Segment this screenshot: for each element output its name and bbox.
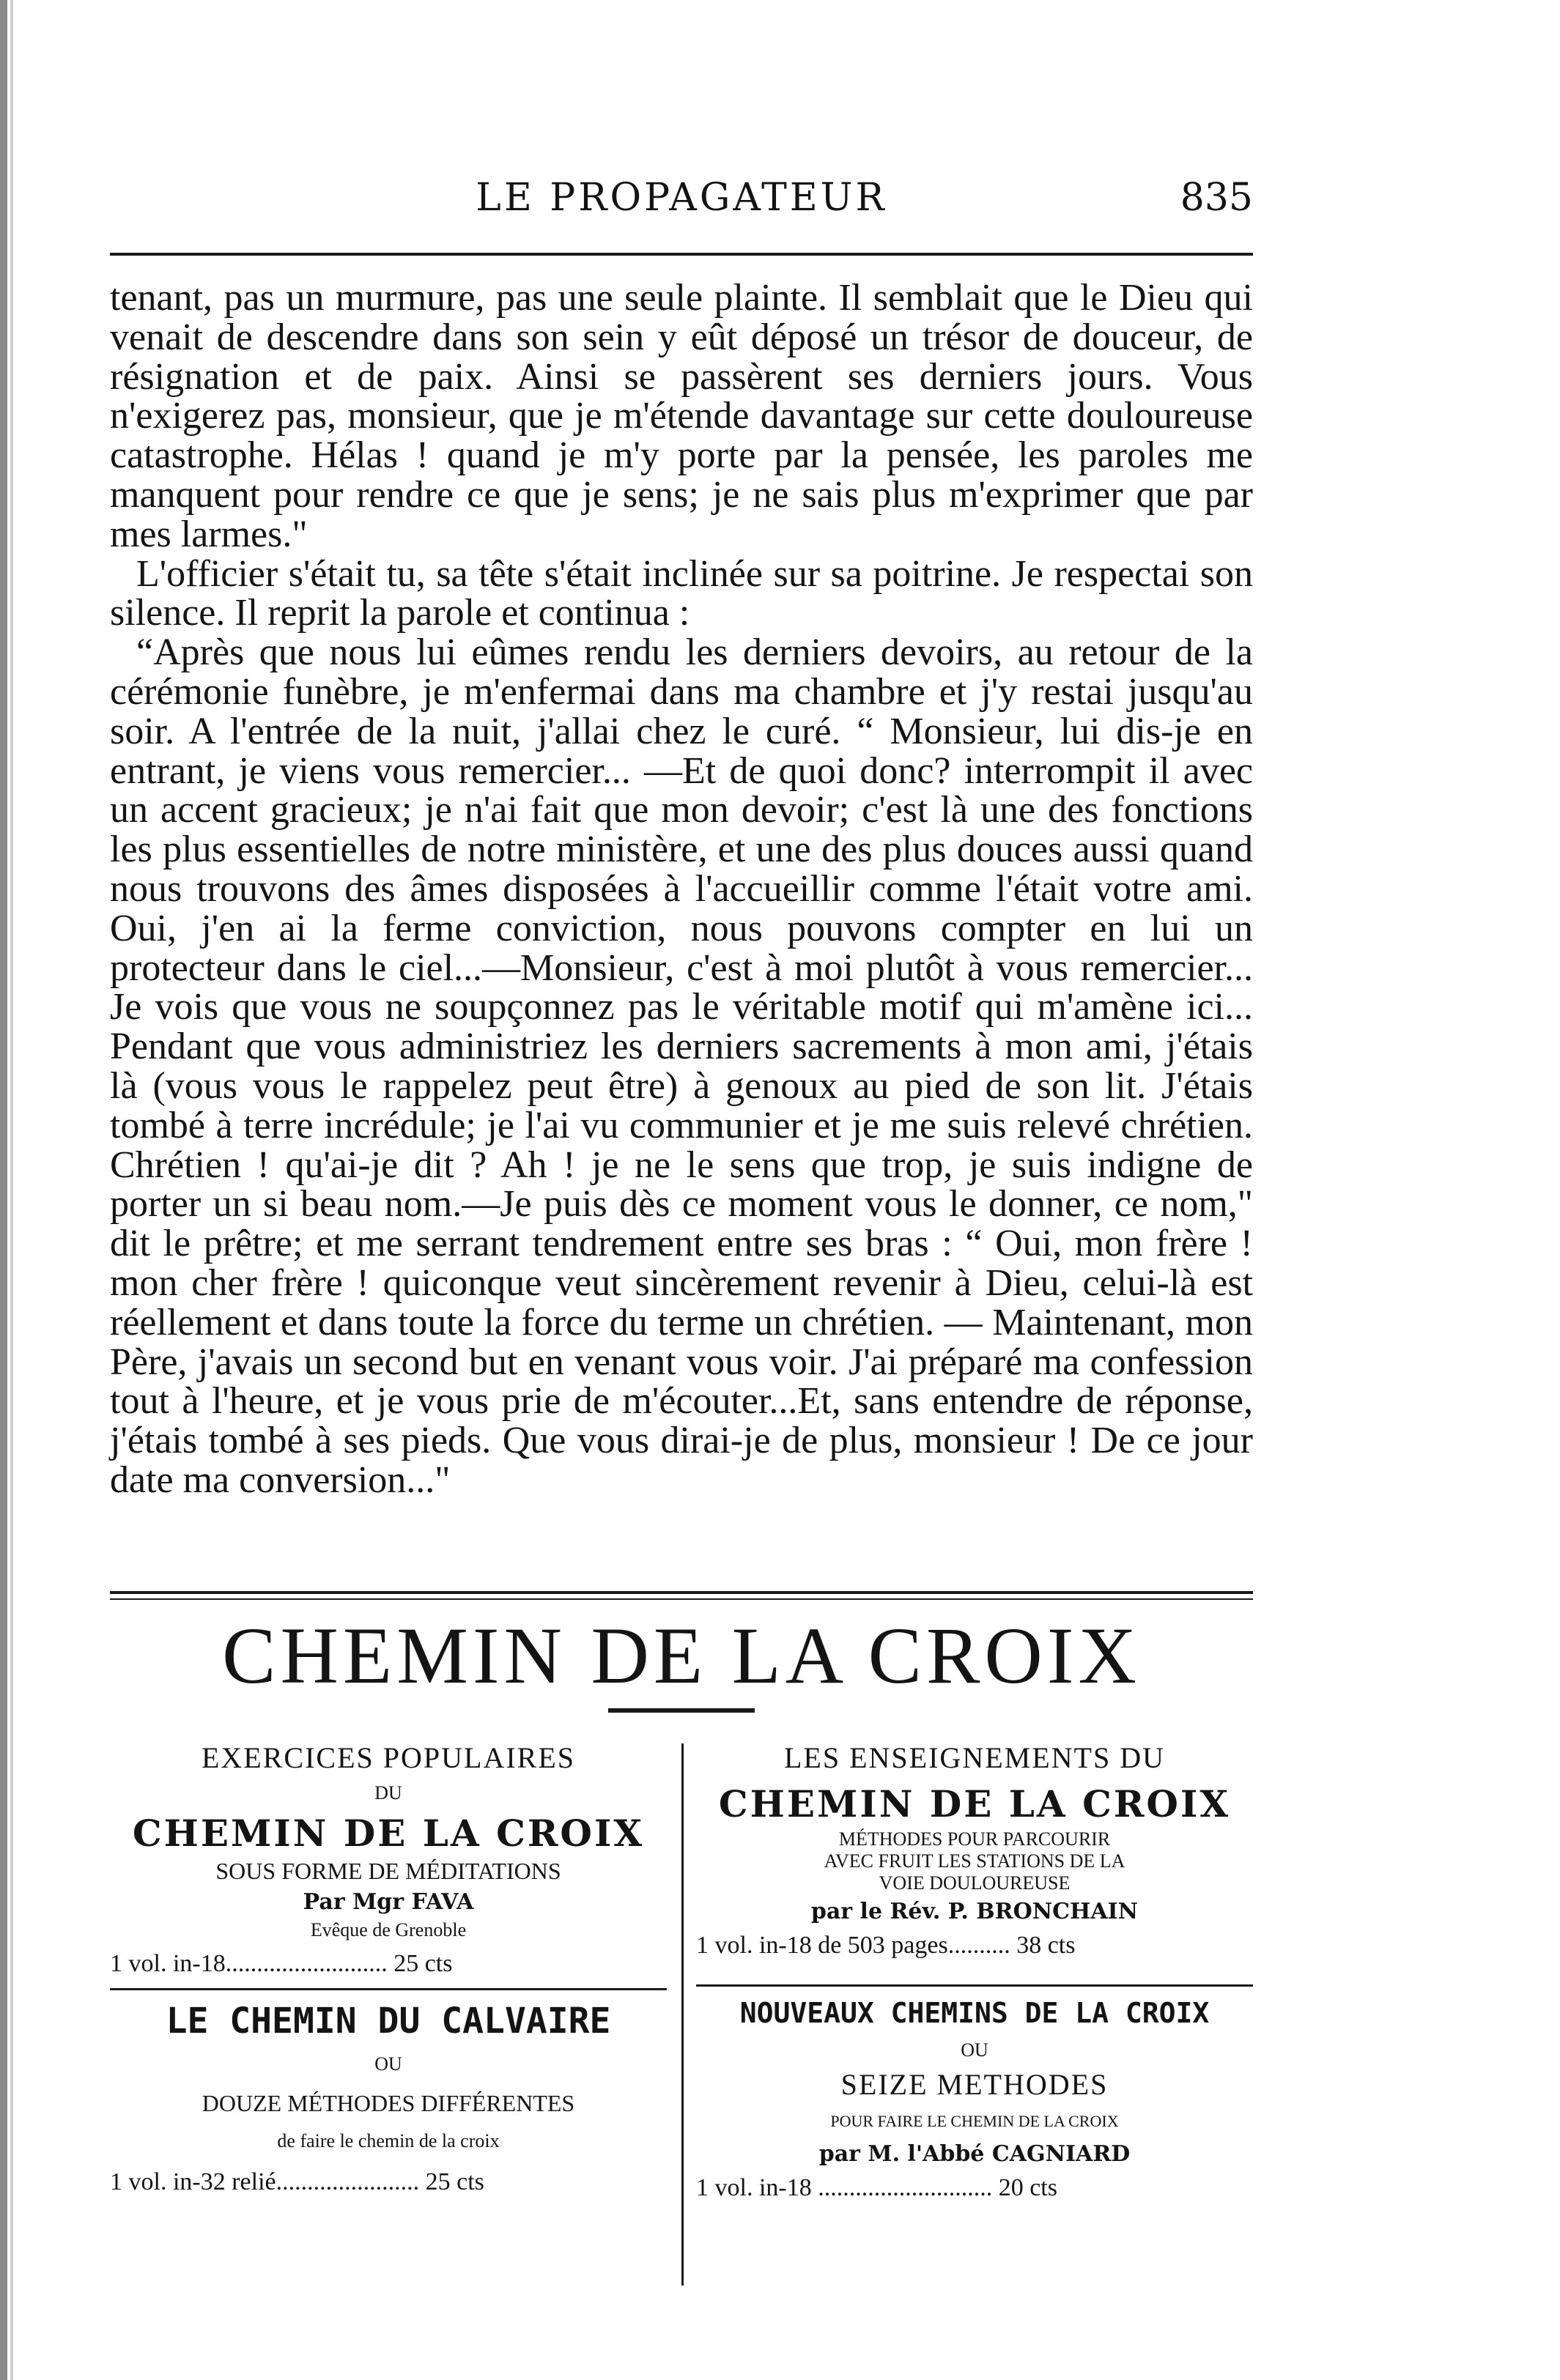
ad-line: DU: [374, 1782, 402, 1803]
ad-price: 1 vol. in-18.......................... 25 cts: [110, 1950, 453, 1977]
ad-line: VOIE DOULOUREUSE: [879, 1872, 1071, 1894]
ad-line: EXERCICES POPULAIRES: [201, 1741, 576, 1774]
running-head: [110, 176, 1253, 227]
advert-enseignements: [696, 1740, 1253, 1960]
ad-book-name: LE CHEMIN DU CALVAIRE: [166, 2001, 611, 2042]
column-divider: [681, 1743, 684, 2286]
article-text: [110, 278, 1253, 1500]
ad-line: MÉTHODES POUR PARCOURIR: [838, 1828, 1111, 1850]
ad-book-name: NOUVEAUX CHEMINS DE LA CROIX: [739, 1997, 1210, 2029]
title-ornament: [608, 1708, 755, 1713]
running-title: LE PROPAGATEUR: [476, 176, 887, 220]
ad-line: SOUS FORME DE MÉDITATIONS: [215, 1858, 561, 1884]
ad-line: SEIZE METHODES: [840, 2068, 1109, 2101]
ad-line: AVEC FRUIT LES STATIONS DE LA: [824, 1850, 1125, 1872]
page-edge-shadow: [0, 0, 7, 2380]
header-rule: [110, 253, 1253, 256]
ad-line: Evêque de Grenoble: [310, 1919, 467, 1940]
ad-line: OU: [374, 2053, 402, 2075]
ad-price: 1 vol. in-18 de 503 pages.......... 38 cts: [696, 1932, 1076, 1959]
page-edge-line: [10, 0, 13, 2380]
ad-price: 1 vol. in-18 ............................ 20 cts: [696, 2174, 1057, 2201]
ad-line: DOUZE MÉTHODES DIFFÉRENTES: [202, 2090, 575, 2116]
ad-author: par M. l'Abbé CAGNIARD: [818, 2141, 1131, 2167]
advert-chemin-du-calvaire: [110, 2001, 667, 2196]
advert-column-left: [110, 1736, 667, 2196]
column-rule: [110, 1988, 667, 1990]
paragraph: “Après que nous lui eûmes rendu les derniers devoirs, au retour de la cérémonie funèbre, je m'enfermai dans ma chambre et j'y restai jusqu'au soir. A l'entrée de la nuit, j'allai chez le curé. “ Monsieur, lui dis-je en entrant, je viens vous remercier... —Et de quoi donc? interrompit il avec un accent gracieux; je n'ai fait que mon devoir; c'est là une des fonctions les plus essentielles de notre ministère, et une des plus douces aussi quand nous trouvons des âmes disposées à l'accueillir comme l'était votre ami. Oui, j'en ai la ferme conviction, nous pouvons compter en lui un protecteur dans le ciel...—Monsieur, c'est à moi plutôt à vous remercier... Je vois que vous ne soupçonnez pas le véritable motif qui m'amène ici... Pendant que vous administriez les derniers sacrements à mon ami, j'étais là (vous vous le rappelez peut être) à genoux au pied de son lit. J'étais tombé à terre incrédule; je l'ai vu communier et je me suis relevé chrétien. Chrétien ! qu'ai-je dit ? Ah ! je ne le sens que trop, je suis indigne de porter un si beau nom.—Je puis dès ce moment vous le donner, ce nom," dit le prêtre; et me serrant tendrement entre ses bras : “ Oui, mon frère ! mon cher frère ! quiconque veut sincèrement revenir à Dieu, celui-là est réellement et dans toute la force du terme un chrétien. — Maintenant, mon Père, j'avais un second but en venant vous voir. J'ai préparé ma confession tout à l'heure, et je vous prie de m'écouter...Et, sans entendre de réponse, j'étais tombé à ses pieds. Que vous dirai-je de plus, monsieur ! De ce jour date ma conversion...": [110, 631, 1253, 1501]
paragraph: L'officier s'était tu, sa tête s'était inclinée sur sa poitrine. Je respectai son silence. Il reprit la parole et continua :: [110, 552, 1253, 634]
page-number: 835: [1180, 176, 1253, 220]
ad-line: POUR FAIRE LE CHEMIN DE LA CROIX: [830, 2112, 1119, 2130]
paragraph: tenant, pas un murmure, pas une seule plainte. Il semblait que le Dieu qui venait de descendre dans son sein y eût déposé un trésor de douceur, de résignation et de paix. Ainsi se passèrent ses derniers jours. Vous n'exigerez pas, monsieur, que je m'étende davantage sur cette douloureuse catastrophe. Hélas ! quand je m'y porte par la pensée, les paroles me manquent pour rendre ce que je sens; je ne sais plus m'exprimer que par mes larmes.": [110, 277, 1253, 555]
ad-book-name: CHEMIN DE LA CROIX: [132, 1812, 645, 1855]
ad-line: OU: [961, 2039, 988, 2061]
ad-book-name: CHEMIN DE LA CROIX: [718, 1782, 1231, 1825]
advert-column-right: [696, 1736, 1253, 2202]
ad-author: Par Mgr FAVA: [303, 1889, 474, 1915]
advert-rule-top-thin: [110, 1598, 1253, 1600]
ad-line: de faire le chemin de la croix: [277, 2130, 500, 2151]
column-rule: [696, 1984, 1253, 1987]
advert-rule-top: [110, 1591, 1253, 1594]
advert-title: CHEMIN DE LA CROIX: [222, 1611, 1141, 1700]
ad-price: 1 vol. in-32 relié....................... 25 cts: [110, 2168, 484, 2195]
ad-author: par le Rév. P. BRONCHAIN: [810, 1899, 1139, 1924]
advert-nouveaux-chemins: [696, 1997, 1253, 2202]
advert-exercices-populaires: [110, 1740, 667, 1978]
ad-line: LES ENSEIGNEMENTS DU: [784, 1741, 1165, 1774]
